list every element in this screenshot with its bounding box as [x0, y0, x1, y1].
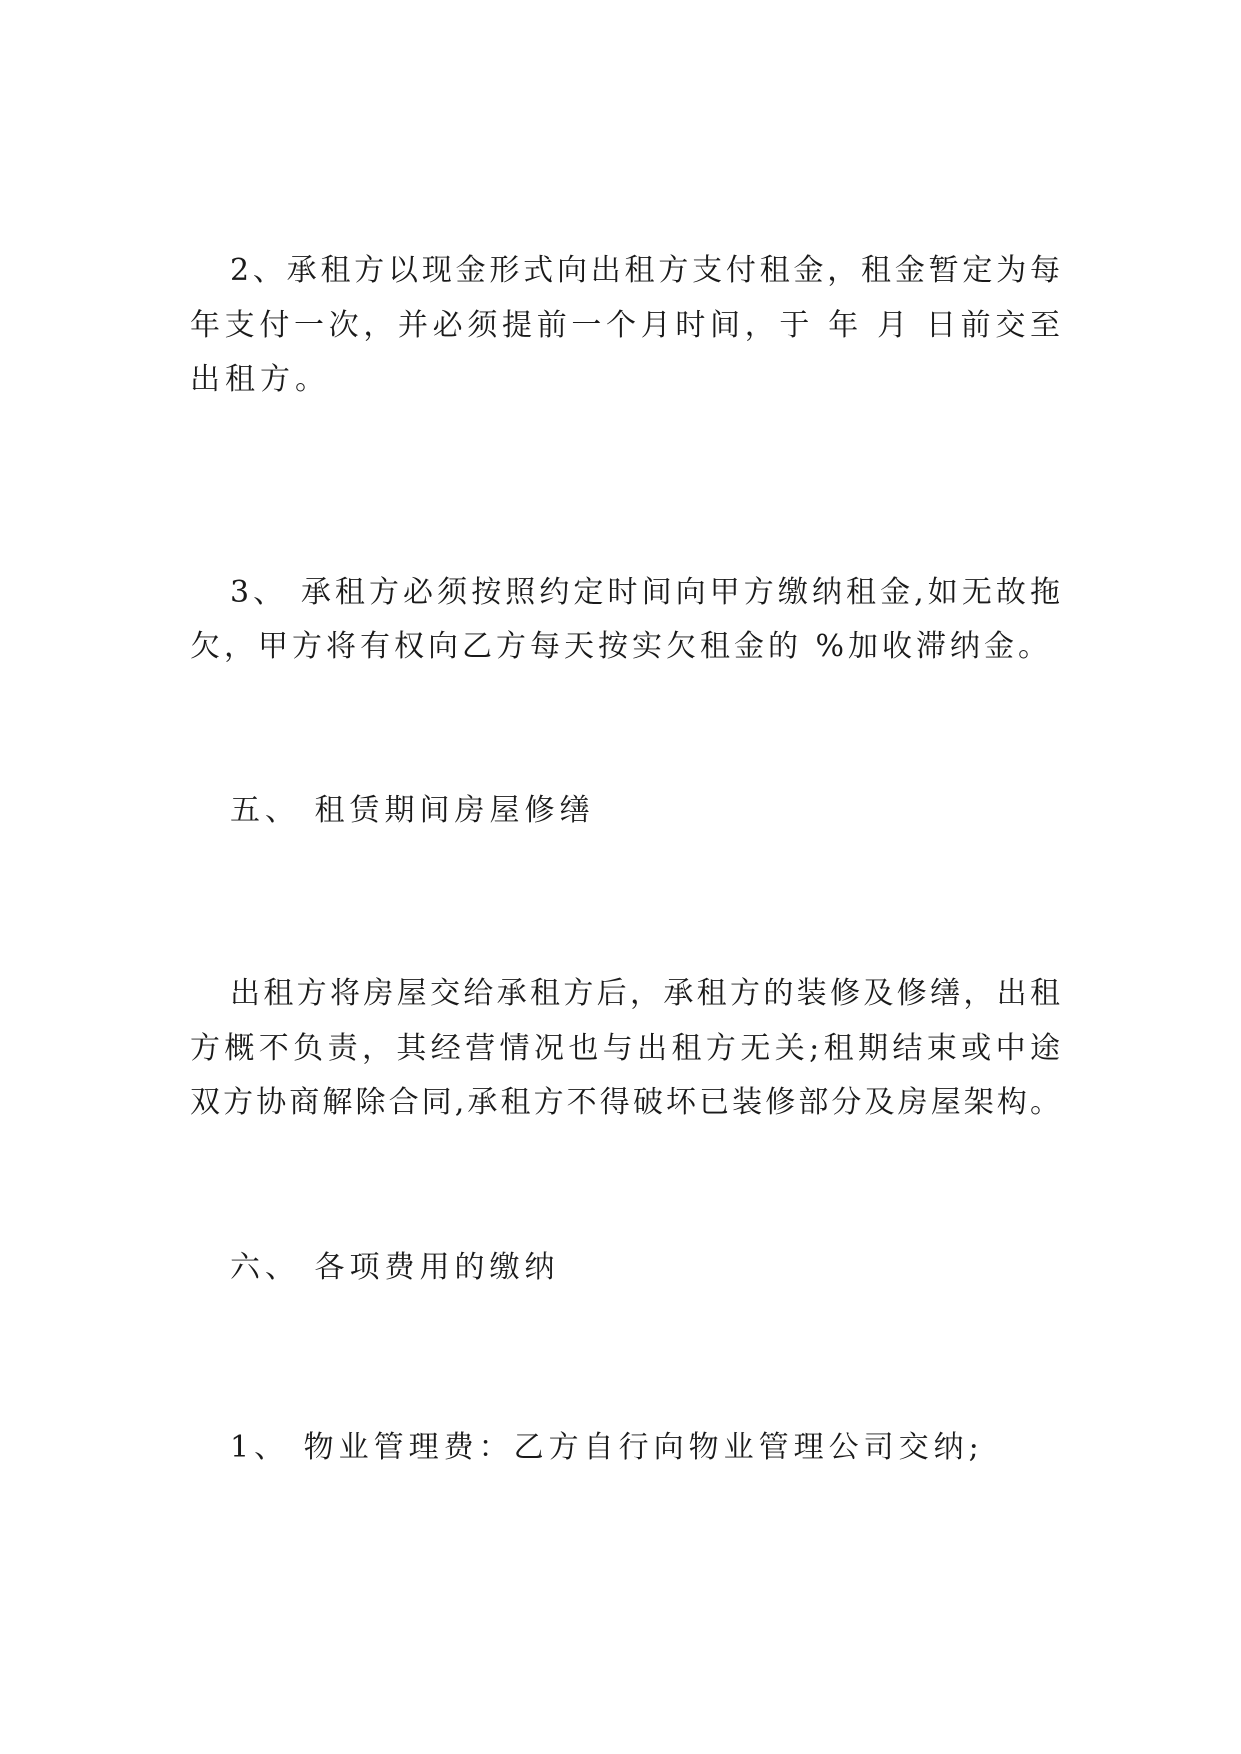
- section-5-heading: 五、 租赁期间房屋修缮: [230, 793, 595, 828]
- section-5-line-3: 双方协商解除合同,承租方不得破坏已装修部分及房屋架构。: [190, 1085, 1060, 1120]
- section-5-line-2: 方概不负责，其经营情况也与出租方无关;租期结束或中途: [190, 1031, 1060, 1066]
- section-6-item-1: 1、 物业管理费：乙方自行向物业管理公司交纳;: [230, 1430, 984, 1465]
- paragraph-2-line-3: 出租方。: [190, 362, 330, 397]
- paragraph-3-line-2: 欠，甲方将有权向乙方每天按实欠租金的 %加收滞纳金。: [190, 629, 1053, 664]
- paragraph-2-line-2: 年支付一次，并必须提前一个月时间，于 年 月 日前交至: [190, 308, 1060, 343]
- paragraph-3-line-1: 3、 承租方必须按照约定时间向甲方缴纳租金,如无故拖: [230, 575, 1060, 610]
- section-5-line-1: 出租方将房屋交给承租方后，承租方的装修及修缮，出租: [230, 976, 1060, 1011]
- section-6-heading: 六、 各项费用的缴纳: [230, 1250, 560, 1285]
- paragraph-2-line-1: 2、承租方以现金形式向出租方支付租金，租金暂定为每: [230, 253, 1060, 288]
